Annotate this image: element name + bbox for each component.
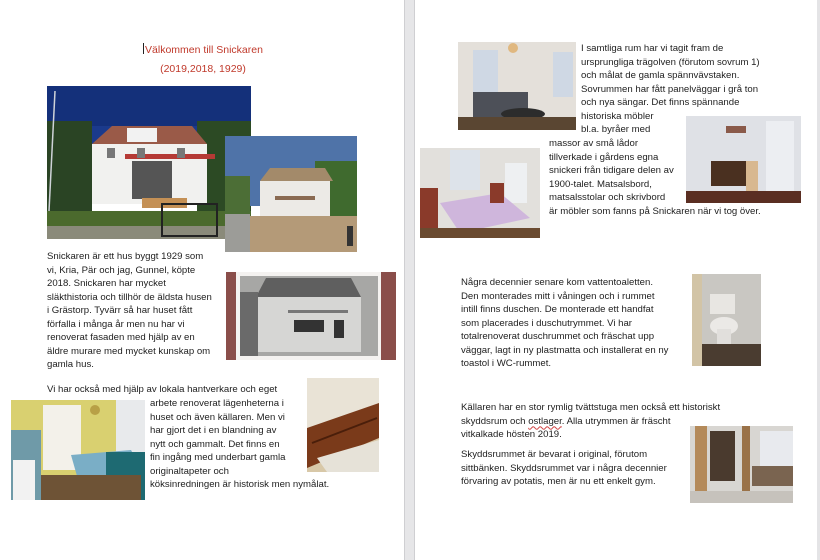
document-page-left: [0, 0, 405, 560]
title-text: Välkommen till Snickaren: [145, 44, 263, 56]
document-title: [103, 43, 303, 57]
renovation-paragraph-intro: Vi har också med hjälp av lokala hantverkare och eget: [47, 384, 278, 395]
text-line: som placerades i duschutrymmet. Vi har: [461, 317, 632, 329]
wc-paragraph: [461, 276, 668, 371]
text-line: Snickaren är ett hus byggt 1929 som: [47, 251, 204, 262]
text-line: Några decennier senare kom vattentoaletten.: [461, 277, 653, 288]
text-line: är möbler som fanns på Snickaren när vi tog över.: [549, 205, 761, 217]
kitchen-photo[interactable]: [11, 400, 145, 500]
text-line: intill finns duschen. De monterade ett handfat: [461, 304, 654, 315]
text-line: renoverat fasaden med hjälp av en: [47, 332, 195, 343]
text-line: I samtliga rum har vi tagit fram de: [581, 43, 724, 54]
rooms-paragraph-mid: bl.a. byråer med: [581, 124, 651, 135]
text-line: massor av små lådor: [549, 138, 639, 149]
shelter-photo[interactable]: [690, 426, 793, 503]
text-line: Sovrummen har fått panelväggar i grå ton: [581, 83, 759, 95]
text-line: Skyddsrummet är bevarat i original, förutom: [461, 449, 648, 460]
text-line: i Grästorp. Tyvärr så har huset fått: [47, 305, 193, 316]
basement-paragraph: [461, 401, 720, 442]
document-page-right: [414, 0, 817, 560]
text-line: äldre murare med mycket kunskap om: [47, 345, 211, 357]
rooms-paragraph-top: [581, 42, 760, 123]
document-subtitle: (2019,2018, 1929): [160, 63, 246, 75]
text-line: Källaren har en stor rymlig tvättstuga men också ett historiskt: [461, 402, 721, 413]
text-line: och målat de gamla spännvävstaken.: [581, 70, 740, 81]
intro-paragraph: [47, 250, 212, 372]
renovation-paragraph: [150, 397, 329, 492]
text-line: vi, Kria, Pär och jag, Gunnel, köpte: [47, 264, 196, 276]
text-cursor: [143, 43, 144, 54]
text-line: historiska möbler: [581, 110, 654, 122]
text-line: fin ingång med underbart gamla: [150, 452, 286, 463]
text-line: gamla hus.: [47, 359, 94, 370]
living-room-photo[interactable]: [458, 42, 576, 130]
text-line: toastol i WC-rummet.: [461, 358, 552, 369]
toilet-photo[interactable]: [692, 274, 761, 366]
text-line: vitkalkade hösten 2019.: [461, 429, 562, 440]
text-line: totalrenoverat duschrummet och fräschat upp: [461, 331, 655, 342]
house-historic-photo[interactable]: [226, 272, 396, 360]
text-line: ursprungliga trägolven (förutom sovrum 1): [581, 56, 760, 68]
text-line: originaltapeter och: [150, 465, 229, 477]
text-line: sittbänken. Skyddsrummet var i några decennier: [461, 462, 667, 474]
shelter-paragraph: [461, 448, 667, 489]
text-line: huset och även källaren. Men vi: [150, 411, 285, 423]
text-line: 1900-talet. Matsalsbord,: [549, 178, 652, 190]
text-line: [461, 415, 720, 429]
bedroom-photo[interactable]: [420, 148, 540, 238]
text-line: matsalsstolar och skrivbord: [549, 192, 666, 203]
text-line: väggar, lagt in ny plastmatta och installerat en ny: [461, 344, 669, 356]
text-fragment: skyddsrum och: [461, 415, 529, 427]
text-line: släkthistoria och tillhör de äldsta husen: [47, 291, 212, 303]
house-front-photo[interactable]: [47, 86, 251, 239]
text-fragment: . Alla utrymmen är fräscht: [561, 415, 671, 427]
dining-room-photo[interactable]: [686, 116, 801, 203]
text-line: och nya sängar. Det finns spännande: [581, 97, 740, 108]
text-line: arbete renoverat lägenheterna i: [150, 398, 284, 409]
staircase-photo[interactable]: [307, 378, 379, 472]
house-streetview-photo[interactable]: [225, 136, 357, 252]
text-line: snickeri från tidigare delen av: [549, 165, 674, 176]
text-line: förvaring av potatis, men är nu ett enkelt gym.: [461, 476, 656, 487]
text-line: tillverkade i gårdens egna: [549, 151, 659, 163]
text-line: 2018. Snickaren har mycket: [47, 278, 166, 289]
text-line: har gjort det i en blandning av: [150, 425, 277, 436]
spellcheck-flagged-word[interactable]: ostlager: [528, 415, 562, 427]
page-gutter: [405, 0, 414, 560]
text-line: förfalla i många år men nu har vi: [47, 318, 185, 330]
text-line: köksinredningen är historisk men nymålat.: [150, 479, 330, 490]
text-line: nytt och gammalt. Det finns en: [150, 438, 280, 450]
text-line: Den monterades mitt i våningen och i rummet: [461, 290, 655, 302]
